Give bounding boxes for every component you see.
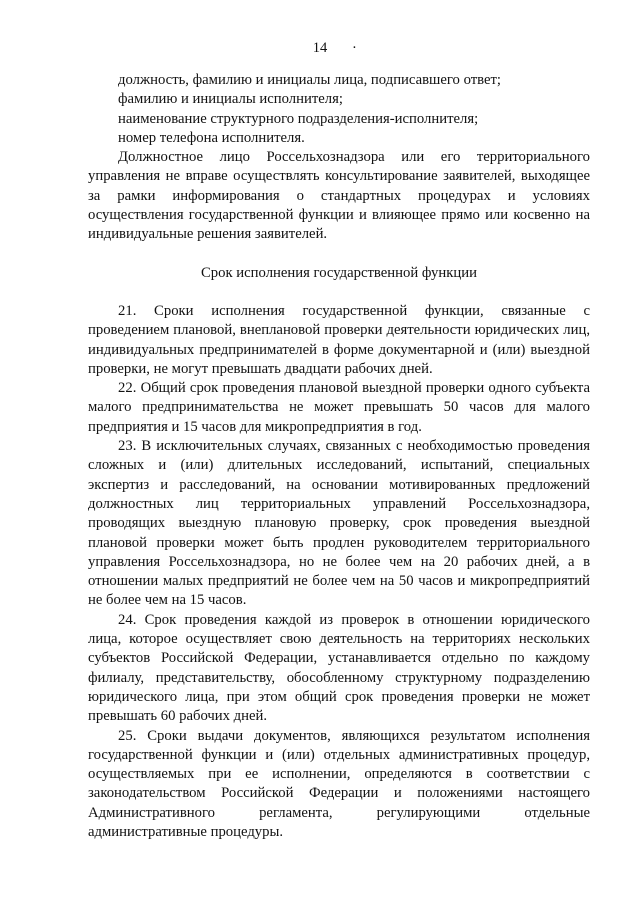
- page-number: [0, 40, 640, 57]
- list-item: номер телефона исполнителя.: [118, 129, 305, 146]
- document-body: [88, 71, 590, 842]
- clause-24: 24. Срок проведения каждой из проверок в отношении юридического лица, которое осуществляет свою деятельность на территориях нескольких субъектов Российской Федерации, устанавливается отдельно по каждому филиалу, представительству, обособленному структурному подразделению юридического лица, при этом общий срок проведения проверки не может превышать 60 рабочих дней.: [88, 611, 590, 725]
- consultation-paragraph: Должностное лицо Россельхознадзора или его территориального управления не вправе осуществлять консультирование заявителей, выходящее за рамки информирования о стандартных процедурах и условиях осуществления государственной функции и влияющее прямо или косвенно на индивидуальные решения заявителей.: [88, 149, 590, 243]
- list-item: должность, фамилию и инициалы лица, подписавшего ответ;: [118, 72, 502, 88]
- section-heading: Срок исполнения государственной функции: [201, 264, 477, 281]
- clause-23: 23. В исключительных случаях, связанных с необходимостью проведения сложных и (или) длительных исследований, испытаний, специальных экспертиз и расследований, на основании мотивированных предложений должностных лиц территориальных управлений Россельхознадзора, проводящих выездную плановую проверку, срок проведения выездной плановой проверки может быть продлен руководителем территориального управления Россельхознадзора, но не более чем на 20 рабочих дней, а в отношении малых предприятий не более чем на 50 часов и микропредприятий не более чем на 15 часов.: [88, 438, 590, 609]
- list-item: наименование структурного подразделения-исполнителя;: [118, 110, 479, 127]
- clause-25: 25. Сроки выдачи документов, являющихся результатом исполнения государственной функции и (или) отдельных административных процедур, осуществляемых при ее исполнении, определяются в соответствии с законодательством Российской Федерации и положениями настоящего Административного регламента, регулирующими отдельные административные процедуры.: [88, 727, 590, 840]
- clause-22: 22. Общий срок проведения плановой выездной проверки одного субъекта малого предпринимательства не может превышать 50 часов для малого предприятия и 15 часов для микропредприятия в год.: [88, 380, 590, 435]
- clause-21: 21. Сроки исполнения государственной функции, связанные с проведением плановой, внеплановой проверки деятельности юридических лиц, индивидуальных предпринимателей в форме документарной и (или) выездной проверки, не могут превышать двадцати рабочих дней.: [88, 302, 590, 377]
- page-mark: ·: [352, 40, 357, 56]
- list-item: фамилию и инициалы исполнителя;: [118, 91, 343, 108]
- page-number-text: 14: [312, 40, 328, 56]
